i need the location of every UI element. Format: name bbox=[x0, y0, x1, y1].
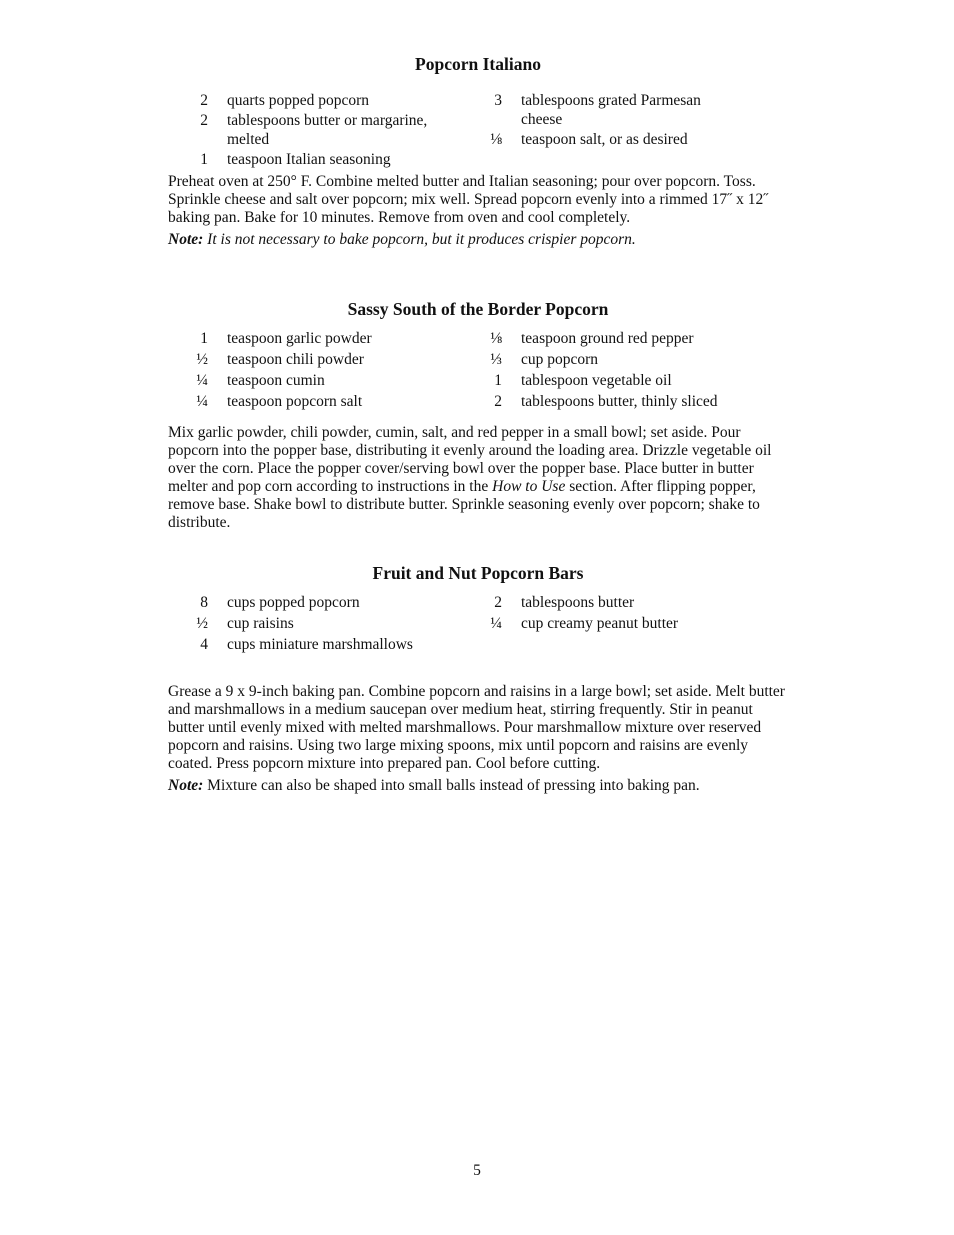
recipe-popcorn-italiano bbox=[168, 53, 788, 253]
ingredient-qty: 1 bbox=[200, 151, 208, 168]
ingredient-text: teaspoon salt, or as desired bbox=[521, 131, 688, 148]
recipe-instructions bbox=[168, 424, 788, 532]
recipe-title: Popcorn Italiano bbox=[415, 54, 541, 74]
ingredient-text: cups miniature marshmallows bbox=[227, 636, 413, 653]
recipe-title: Sassy South of the Border Popcorn bbox=[347, 299, 609, 319]
note-text: It is not necessary to bake popcorn, but it produces crispier popcorn. bbox=[207, 231, 636, 248]
ingredient bbox=[462, 329, 762, 348]
recipe-title: Fruit and Nut Popcorn Bars bbox=[372, 563, 584, 583]
ingredient bbox=[168, 392, 468, 411]
ingredient bbox=[462, 91, 762, 129]
ingredient bbox=[462, 593, 762, 612]
ingredient-text: tablespoons butter, thinly sliced bbox=[521, 393, 718, 410]
ingredient-qty: 2 bbox=[200, 92, 208, 109]
ingredient-qty: ⅛ bbox=[490, 330, 502, 347]
ingredient-qty: ¼ bbox=[490, 615, 502, 632]
recipe-note bbox=[168, 231, 788, 249]
ingredient-qty: ¼ bbox=[196, 393, 208, 410]
recipe-instructions: Grease a 9 x 9-inch baking pan. Combine popcorn and raisins in a large bowl; set aside. Melt butter and marshmallows in a medium saucepan over medium heat, stirring frequently. Stir in peanut butter until evenly mixed with melted marshmallows. Pour marshmallow mixture over reserved popcorn and raisins. Using two large mixing spoons, mix until popcorn and raisins are evenly coated. Press popcorn mixture into prepared pan. Cool before cutting. bbox=[168, 683, 785, 772]
ingredient-text: tablespoons butter or margarine, melted bbox=[227, 112, 428, 148]
ingredient-qty: ½ bbox=[196, 615, 208, 632]
ingredient-text: teaspoon cumin bbox=[227, 372, 325, 389]
ingredient bbox=[462, 392, 762, 411]
recipe-instructions: Preheat oven at 250° F. Combine melted butter and Italian seasoning; pour over popcorn. Toss. Sprinkle cheese and salt over popcorn; mix well. Spread popcorn evenly into a rimmed 17˝ x 12˝ baking pan. Bake for 10 minutes. Remove from oven and cool completely. bbox=[168, 173, 769, 226]
note-label: Note: bbox=[168, 231, 204, 248]
ingredient bbox=[168, 111, 468, 149]
ingredient-qty: 4 bbox=[200, 636, 208, 653]
ingredient bbox=[462, 350, 762, 369]
ingredient bbox=[168, 593, 468, 612]
ingredient-qty: 2 bbox=[494, 594, 502, 611]
ingredient bbox=[462, 130, 762, 149]
instructions-text: section. After flipping popper, remove base. Shake bowl to distribute butter. Sprinkle seasoning evenly over popcorn; shake to distribute. bbox=[168, 478, 760, 531]
recipe-note bbox=[168, 777, 788, 795]
ingredient-text: teaspoon popcorn salt bbox=[227, 393, 363, 410]
ingredient-text: teaspoon ground red pepper bbox=[521, 330, 694, 347]
ingredient-text: cup raisins bbox=[227, 615, 294, 632]
ingredient-text: tablespoons grated Parmesan cheese bbox=[521, 92, 701, 128]
ingredient-text: cup creamy peanut butter bbox=[521, 615, 679, 632]
ingredient bbox=[168, 329, 468, 348]
ingredient-text: tablespoon vegetable oil bbox=[521, 372, 672, 389]
recipe-fruit-nut-popcorn-bars bbox=[168, 562, 788, 802]
ingredient bbox=[168, 371, 468, 390]
ingredient bbox=[168, 614, 468, 633]
recipe-sassy-south-popcorn bbox=[168, 298, 788, 538]
ingredient-text: teaspoon garlic powder bbox=[227, 330, 372, 347]
ingredient bbox=[168, 150, 468, 169]
ingredient-qty: ½ bbox=[196, 351, 208, 368]
note-text: Mixture can also be shaped into small balls instead of pressing into baking pan. bbox=[207, 777, 700, 794]
ingredient-text: quarts popped popcorn bbox=[227, 92, 370, 109]
ingredient bbox=[168, 350, 468, 369]
page-number: 5 bbox=[473, 1162, 481, 1179]
note-label: Note: bbox=[168, 777, 204, 794]
ingredient-qty: 1 bbox=[494, 372, 502, 389]
instructions-emphasis: How to Use bbox=[492, 478, 566, 495]
instructions-text: Mix garlic powder, chili powder, cumin, salt, and red pepper in a small bowl; set aside. Pour popcorn into the popper base, distributing it evenly around the loading area. Drizzle vegetable oil over the corn. Place the popper cover/serving bowl over the popper base. Place butter in butter melter and pop corn according to instructions in the bbox=[168, 424, 772, 495]
ingredient-qty: 2 bbox=[200, 112, 208, 129]
ingredient bbox=[168, 635, 468, 654]
ingredient-qty: ⅓ bbox=[490, 351, 502, 368]
ingredient-text: cups popped popcorn bbox=[227, 594, 360, 611]
ingredient-text: tablespoons butter bbox=[521, 594, 635, 611]
ingredient-text: teaspoon chili powder bbox=[227, 351, 364, 368]
ingredient-qty: 2 bbox=[494, 393, 502, 410]
ingredient-text: cup popcorn bbox=[521, 351, 599, 368]
ingredient-text: teaspoon Italian seasoning bbox=[227, 151, 391, 168]
ingredient-qty: ¼ bbox=[196, 372, 208, 389]
ingredient bbox=[462, 371, 762, 390]
ingredient-qty: 8 bbox=[200, 594, 208, 611]
ingredient bbox=[168, 91, 468, 110]
ingredient-qty: 3 bbox=[494, 92, 502, 109]
ingredient-qty: 1 bbox=[200, 330, 208, 347]
ingredient bbox=[462, 614, 762, 633]
ingredient-qty: ⅛ bbox=[490, 131, 502, 148]
